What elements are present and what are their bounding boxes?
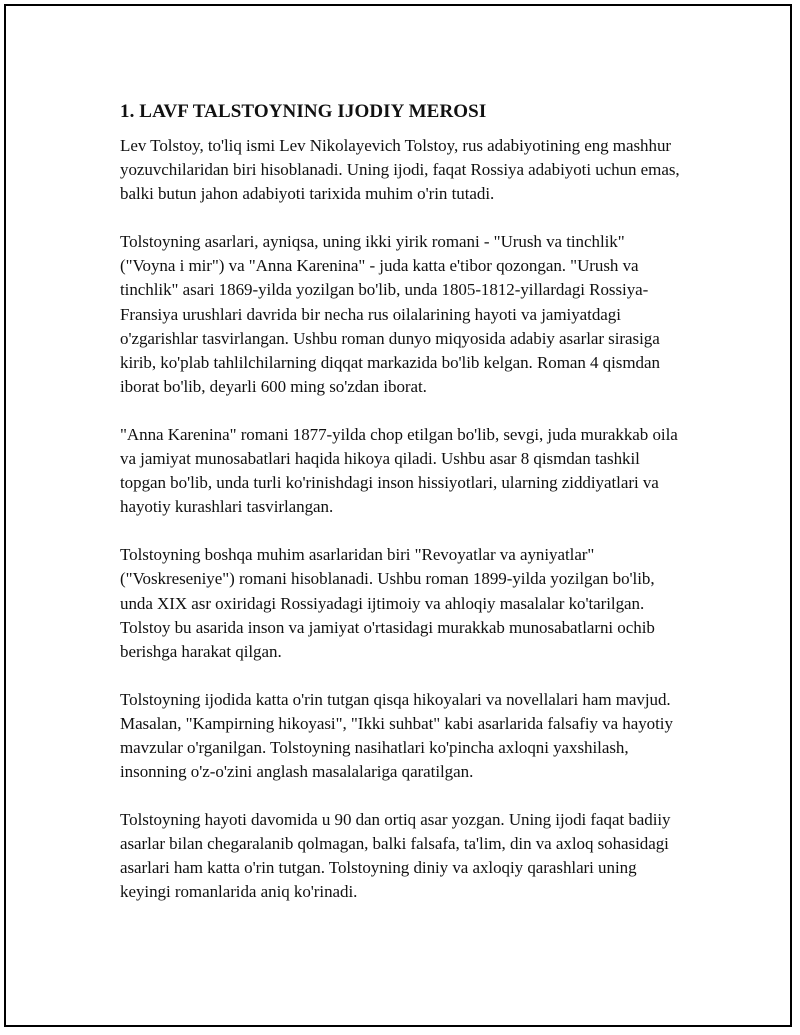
document-body xyxy=(120,100,680,929)
paragraph-3: "Anna Karenina" romani 1877-yilda chop etilgan bo'lib, sevgi, juda murakkab oila va jamiyat munosabatlari haqida hikoya qiladi. Ushbu asar 8 qismdan tashkil topgan bo'lib, unda turli ko'rinishdagi inson hissiyotlari, ularning ziddiyatlari va hayotiy kurashlari tasvirlangan. xyxy=(120,424,678,517)
paragraph-6: Tolstoyning hayoti davomida u 90 dan ortiq asar yozgan. Uning ijodi faqat badiiy asarlar bilan chegaralanib qolmagan, balki falsafa, ta'lim, din va axloq sohasidagi asarlari ham katta o'rin tutgan. Tolstoyning diniy va axloqiy qarashlari uning keyingi romanlarida aniq ko'rinadi. xyxy=(120,810,671,902)
paragraph-5: Tolstoyning ijodida katta o'rin tutgan qisqa hikoyalari va novellalari ham mavjud. Masalan, "Kampirning hikoyasi", "Ikki suhbat" kabi asarlarida falsafiy va hayotiy mavzular o'rganilgan. Tolstoyning nasihatlari ko'pincha axloqni yaxshilash, insonning o'z-o'zini anglash masalalariga qaratilgan. xyxy=(120,689,673,782)
paragraph-1: Lev Tolstoy, to'liq ismi Lev Nikolayevich Tolstoy, rus adabiyotining eng mashhur yozuvchilaridan biri hisoblanadi. Uning ijodi, faqat Rossiya adabiyoti uchun emas, balki butun jahon adabiyoti tarixida muhim o'rin tutadi. xyxy=(120,136,680,204)
document-title: 1. LAVF TALSTOYNING IJODIY MEROSI xyxy=(120,101,487,122)
paragraph-2: Tolstoyning asarlari, ayniqsa, uning ikki yirik romani - "Urush va tinchlik" ("Voyna i mir") va "Anna Karenina" - juda katta e'tibor qozongan. "Urush va tinchlik" asari 1869-yilda yozilgan bo'lib, unda 1805-1812-yillardagi Rossiya-Fransiya urushlari davrida bir necha rus oilalarining hayoti va jamiyatdagi o'zgarishlar tasvirlangan. Ushbu roman dunyo miqyosida adabiy asarlar sirasiga kirib, ko'plab tahlilchilarning diqqat markazida bo'lib kelgan. Roman 4 qismdan iborat bo'lib, deyarli 600 ming so'zdan iborat. xyxy=(120,232,660,396)
paragraph-4: Tolstoyning boshqa muhim asarlaridan biri "Revoyatlar va ayniyatlar" ("Voskreseniye") romani hisoblanadi. Ushbu roman 1899-yilda yozilgan bo'lib, unda XIX asr oxiridagi Rossiyadagi ijtimoiy va ahloqiy masalalar ko'tarilgan. Tolstoy bu asarida inson va jamiyat o'rtasidagi murakkab munosabatlarni ochib berishga harakat qilgan. xyxy=(120,545,655,661)
document-page xyxy=(4,4,792,1027)
